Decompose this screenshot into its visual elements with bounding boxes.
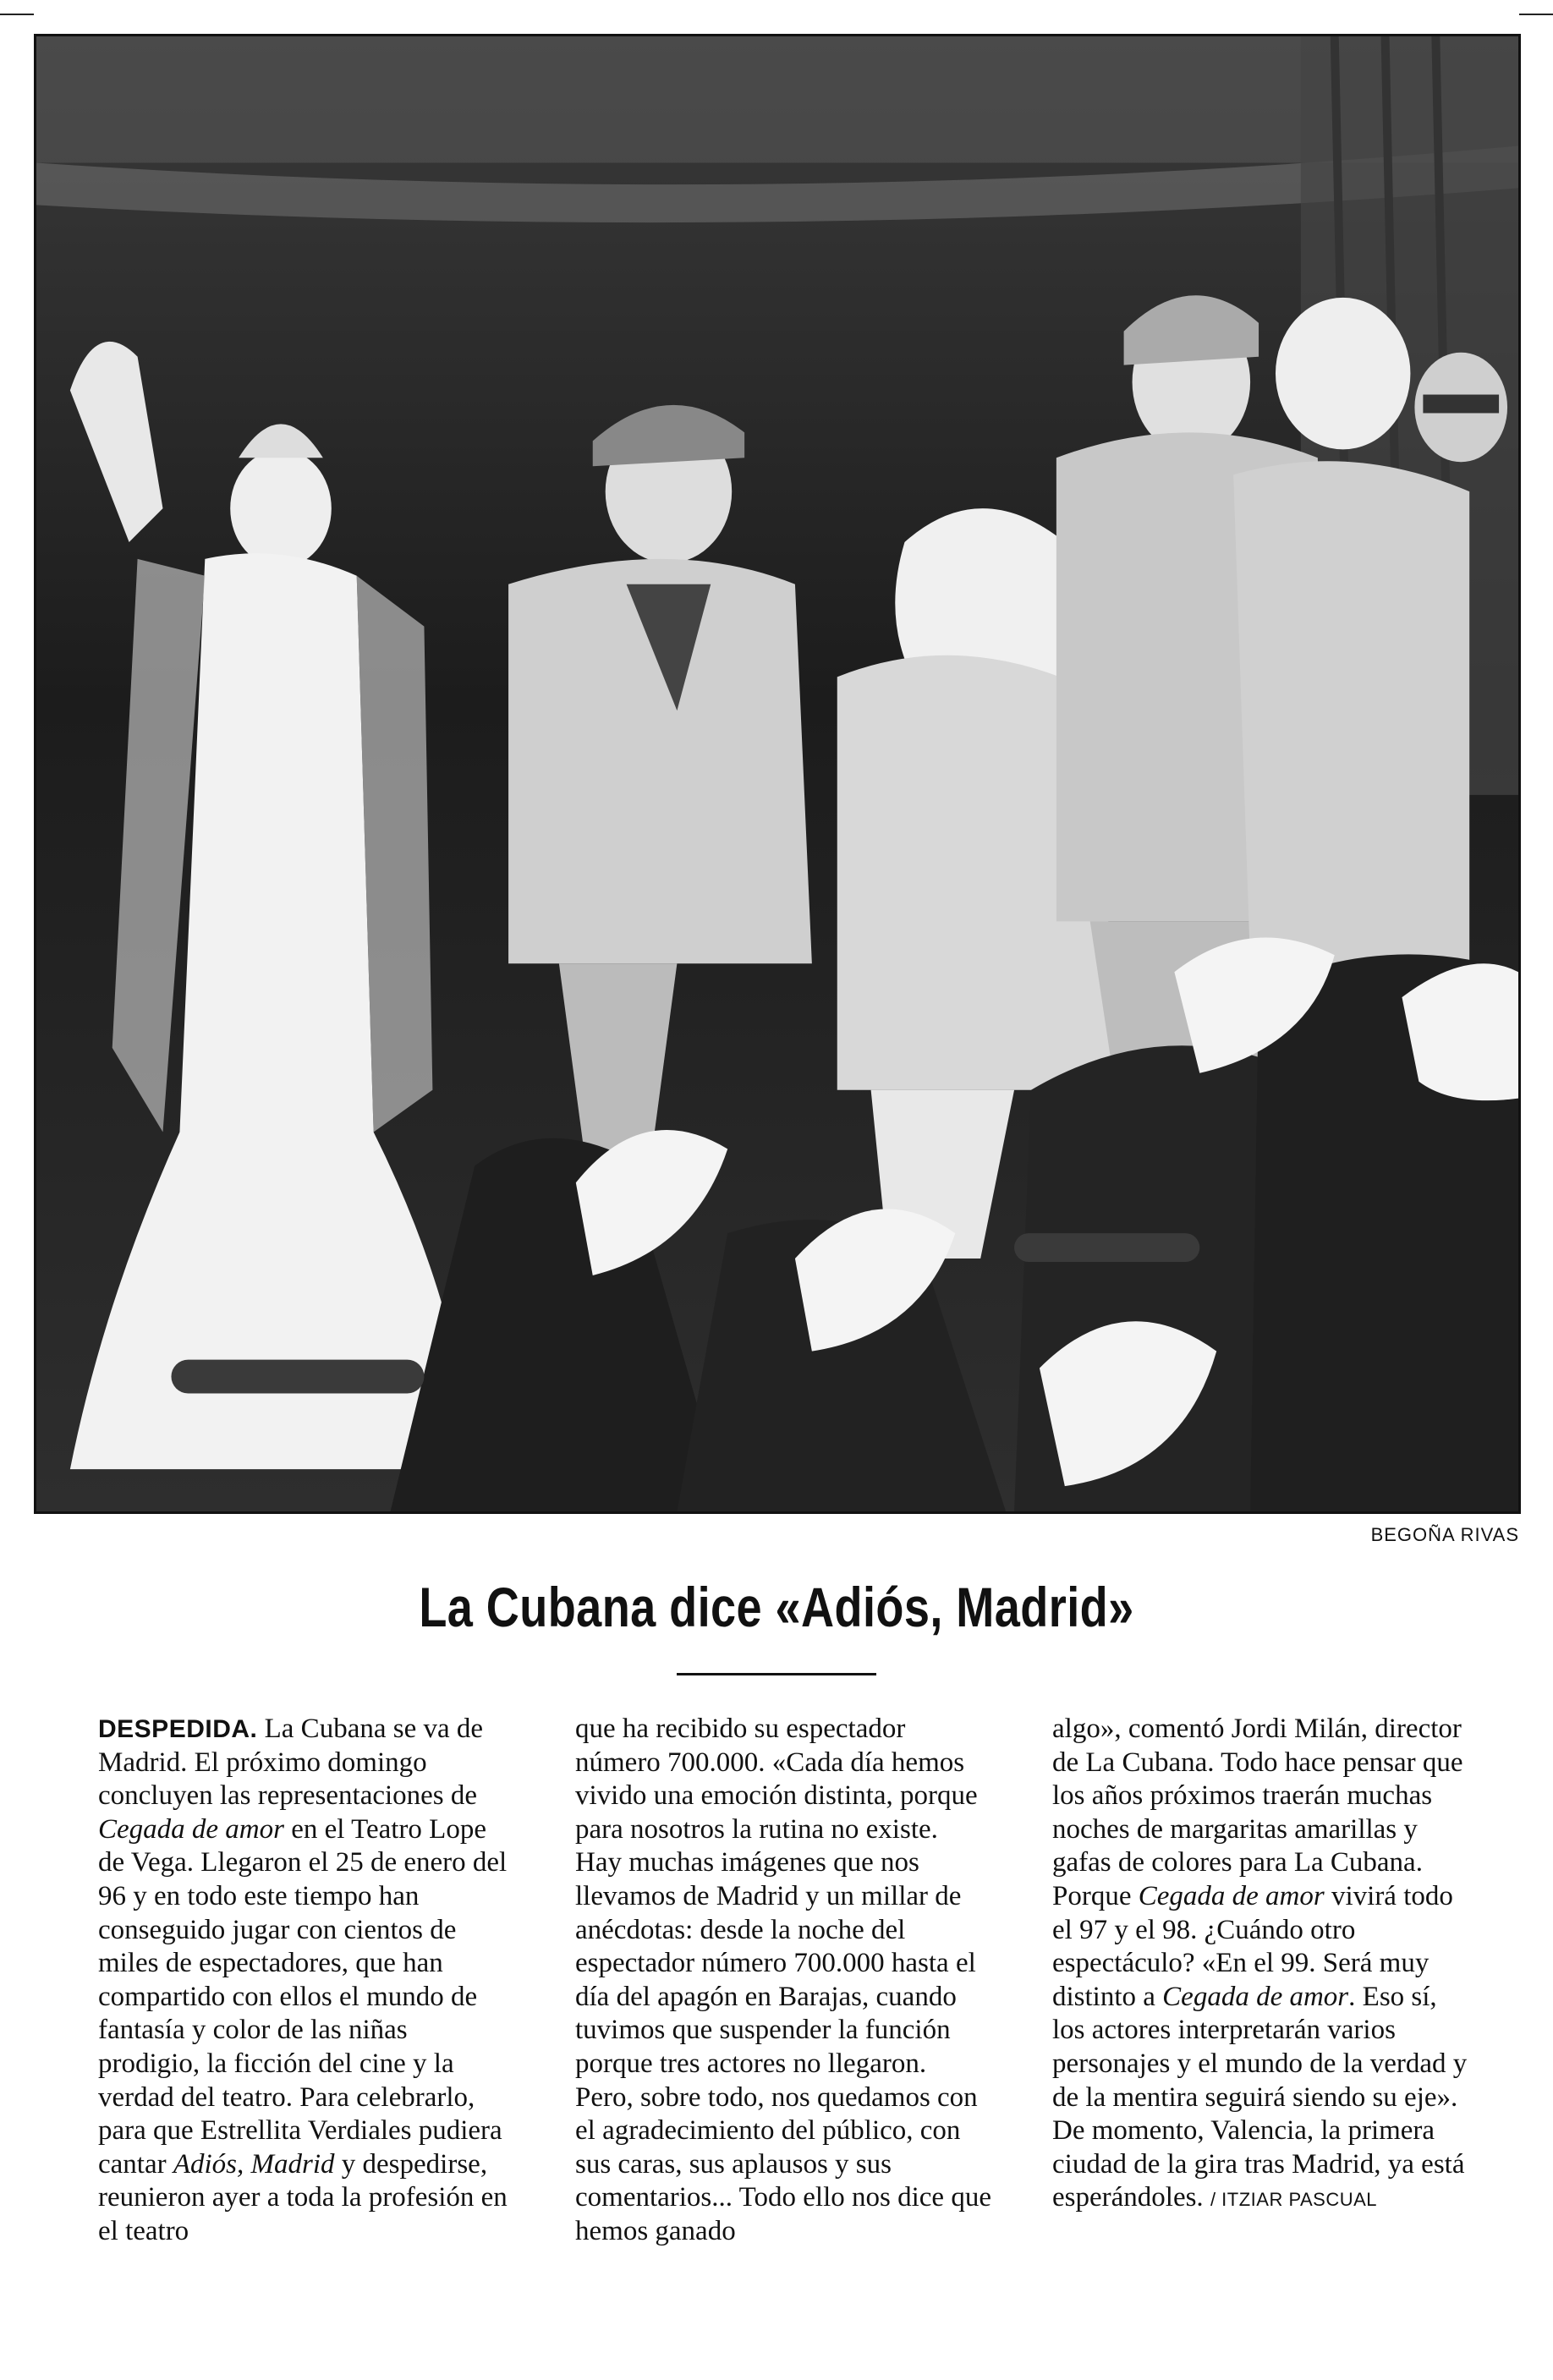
italic-title-text: Cegada de amor — [1138, 1880, 1325, 1911]
body-text: La Cubana se va de Madrid. El próximo domingo concluyen las representaciones de — [98, 1714, 484, 1812]
paragraph-1 — [98, 1713, 514, 2249]
body-text: que ha recibido su espectador número 700.000. «Cada día hemos vivido una emoción distinta, porque para nosotros la rutina no existe. Hay muchas imágenes que nos llevamos de Madrid y un millar de anécdotas: desde la noche del espectador número 700.000 hasta el día del apagón en Barajas, cuando tuvimos que suspender la función porque tres actores no llegaron. Pero, sobre todo, nos quedamos con el agradecimiento del público, con sus caras, sus aplausos y sus comentarios... Todo ello nos dice que hemos ganado — [575, 1714, 991, 2246]
article-column-1 — [98, 1713, 514, 2249]
body-text: en el Teatro Lope de Vega. Llegaron el 25 de enero del 96 y en todo este tiempo han conseguido jugar con cientos de miles de espectadores, que han compartido con ellos el mundo de fantasía y color de las niñas prodigio, la ficción del cine y la verdad del teatro. Para celebrarlo, para que Estrellita Verdiales pudiera cantar — [98, 1813, 508, 2180]
crop-mark-right — [1519, 14, 1553, 15]
italic-title-text: Cegada de amor — [98, 1813, 284, 1845]
photo-illustration — [36, 36, 1518, 1511]
photo-credit: BEGOÑA RIVAS — [1370, 1524, 1519, 1545]
performer-man-glasses — [1414, 353, 1507, 463]
cast-photo — [34, 34, 1521, 1514]
body-text: algo», comentó Jordi Milán, director de La Cubana. Todo hace pensar que los años próximos traerán muchas noches de margaritas amarillas y gafas de colores para La Cubana. Porque — [1052, 1714, 1463, 1911]
byline: / ITZIAR PASCUAL — [1210, 2189, 1378, 2211]
body-text: y despedirse, reunieron ayer a toda la profesión en el teatro — [98, 2148, 508, 2246]
paragraph-2 — [575, 1713, 991, 2249]
body-text: . Eso sí, los actores interpretarán varios personajes y el mundo de la verdad y de la mentira seguirá siendo su eje». De momento, Valencia, la primera ciudad de la gira tras Madrid, ya está esperándoles. — [1052, 1981, 1468, 2213]
italic-title-text: Adiós, Madrid — [173, 2148, 335, 2180]
article-body — [98, 1713, 1468, 2249]
crop-mark-left — [0, 14, 34, 15]
italic-title-text: Cegada de amor — [1162, 1981, 1349, 2012]
headline: La Cubana dice «Adiós, Madrid» — [419, 1576, 1134, 1638]
paragraph-3 — [1052, 1713, 1468, 2217]
body-text: vivirá todo el 97 y el 98. ¿Cuándo otro espectáculo? «En el 99. Será muy distinto a — [1052, 1880, 1453, 2012]
article-column-3 — [1052, 1713, 1468, 2249]
headline-rule — [677, 1673, 876, 1675]
kicker: DESPEDIDA. — [98, 1715, 258, 1743]
article-column-2 — [575, 1713, 991, 2249]
